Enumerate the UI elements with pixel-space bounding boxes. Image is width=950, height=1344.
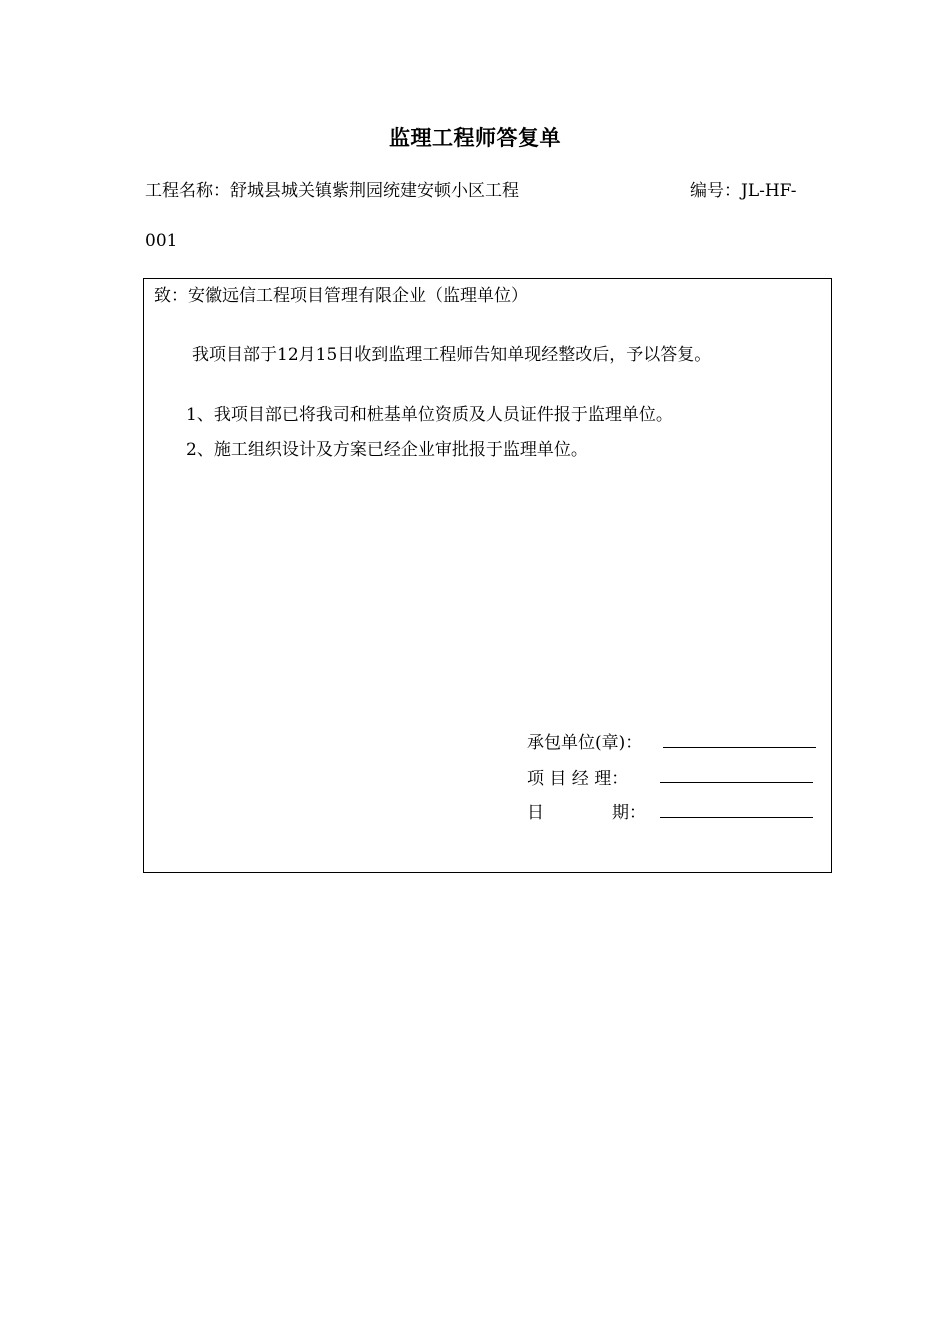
contractor-signature-row — [527, 728, 642, 753]
page-title: 监理工程师答复单 — [389, 125, 561, 150]
manager-signature-line — [660, 782, 813, 783]
reply-intro: 我项目部于12月15日收到监理工程师告知单现经整改后，予以答复。 — [192, 345, 712, 365]
date-signature-line — [660, 817, 813, 818]
document-number-line — [690, 176, 796, 201]
number-label: 编号： — [690, 181, 741, 201]
date-row — [527, 798, 646, 823]
number-value-part1: JL-HF- — [741, 181, 797, 201]
project-name-line — [145, 176, 519, 201]
date-label-first: 日 — [527, 803, 544, 823]
manager-signature-row — [527, 764, 628, 789]
reply-content-box — [143, 278, 832, 873]
reply-item-2: 2、施工组织设计及方案已经企业审批报于监理单位。 — [186, 440, 588, 460]
reply-item-1: 1、我项目部已将我司和桩基单位资质及人员证件报于监理单位。 — [186, 405, 673, 425]
date-label-second: 期： — [612, 803, 646, 823]
project-name: 舒城县城关镇紫荆园统建安顿小区工程 — [230, 181, 519, 201]
contractor-label: 承包单位(章)： — [527, 733, 643, 753]
manager-label: 项 目 经 理： — [527, 769, 629, 789]
number-value-part2: 001 — [145, 231, 178, 251]
project-label: 工程名称： — [145, 181, 230, 201]
recipient-line: 致：安徽远信工程项目管理有限企业（监理单位） — [154, 286, 528, 306]
contractor-signature-line — [663, 747, 816, 748]
